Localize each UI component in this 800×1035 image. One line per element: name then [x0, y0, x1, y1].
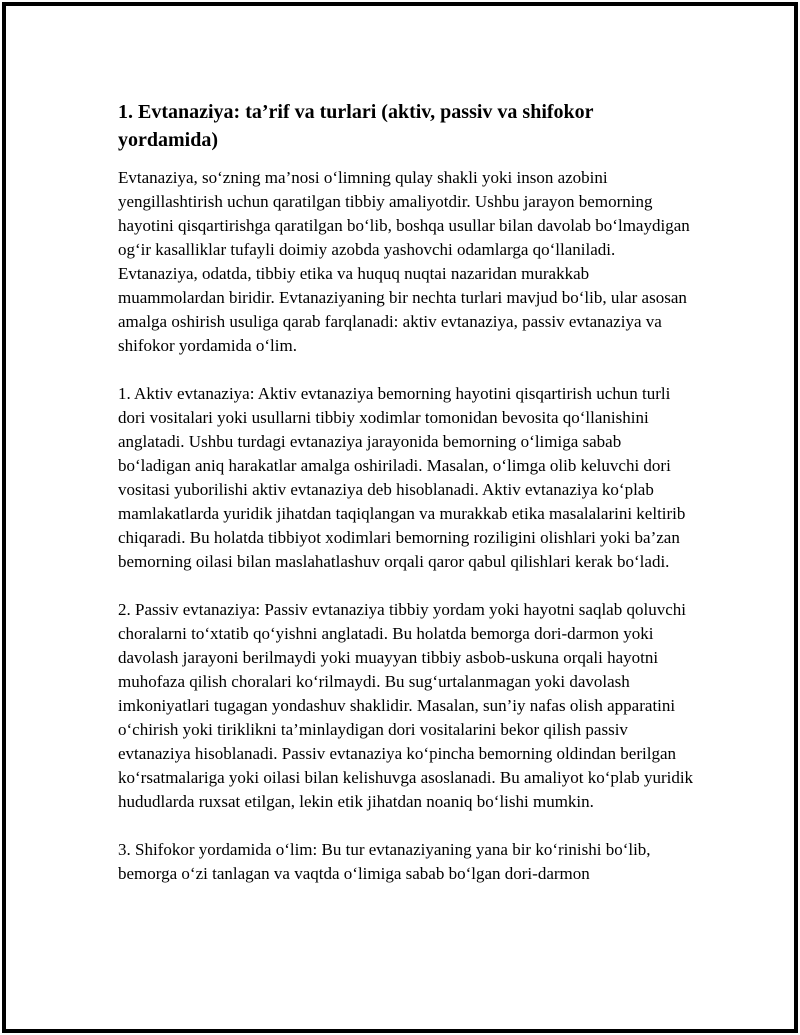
document-body	[118, 98, 698, 910]
section-heading: 1. Evtanaziya: ta’rif va turlari (aktiv, passiv va shifokor yordamida)	[118, 101, 594, 151]
page-frame	[2, 2, 798, 1033]
paragraph-physician-assisted: 3. Shifokor yordamida o‘lim: Bu tur evtanaziyaning yana bir ko‘rinishi bo‘lib, bemorga o‘zi tanlagan va vaqtda o‘limiga sabab bo‘lgan dori-darmon	[118, 840, 651, 883]
paragraph-intro: Evtanaziya, so‘zning ma’nosi o‘limning qulay shakli yoki inson azobini yengillashtirish uchun qaratilgan tibbiy amaliyotdir. Ushbu jarayon bemorning hayotini qisqartirishga qaratilgan bo‘lib, boshqa usullar bilan davolab bo‘lmaydigan og‘ir kasalliklar tufayli doimiy azobda yashovchi odamlarga qo‘llaniladi. Evtanaziya, odatda, tibbiy etika va huquq nuqtai nazaridan murakkab muammolardan biridir. Evtanaziyaning bir nechta turlari mavjud bo‘lib, ular asosan amalga oshirish usuliga qarab farqlanadi: aktiv evtanaziya, passiv evtanaziya va shifokor yordamida o‘lim.	[118, 168, 690, 355]
paragraph-active-euthanasia: 1. Aktiv evtanaziya: Aktiv evtanaziya bemorning hayotini qisqartirish uchun turli dori vositalari yoki usullarni tibbiy xodimlar tomonidan bevosita qo‘llanishini anglatadi. Ushbu turdagi evtanaziya jarayonida bemorning o‘limiga sabab bo‘ladigan aniq harakatlar amalga oshiriladi. Masalan, o‘limga olib keluvchi dori vositasi yuborilishi aktiv evtanaziya deb hisoblanadi. Aktiv evtanaziya ko‘plab mamlakatlarda yuridik jihatdan taqiqlangan va murakkab etika masalalarini keltirib chiqaradi. Bu holatda tibbiyot xodimlari bemorning roziligini olishlari yoki ba’zan bemorning oilasi bilan maslahatlashuv orqali qaror qabul qilishlari kerak bo‘ladi.	[118, 384, 686, 571]
paragraph-passive-euthanasia: 2. Passiv evtanaziya: Passiv evtanaziya tibbiy yordam yoki hayotni saqlab qoluvchi choralarni to‘xtatib qo‘yishni anglatadi. Bu holatda bemorga dori-darmon yoki davolash jarayoni berilmaydi yoki muayyan tibbiy asbob-uskuna orqali hayotni muhofaza qilish choralari ko‘rilmaydi. Bu sug‘urtalanmagan yoki davolash imkoniyatlari tugagan yondashuv shaklidir. Masalan, sun’iy nafas olish apparatini o‘chirish yoki tiriklikni ta’minlaydigan dori vositalarini bekor qilish passiv evtanaziya hisoblanadi. Passiv evtanaziya ko‘pincha bemorning oldindan berilgan ko‘rsatmalariga yoki oilasi bilan kelishuvga asoslanadi. Bu amaliyot ko‘plab yuridik hududlarda ruxsat etilgan, lekin etik jihatdan noaniq bo‘lishi mumkin.	[118, 600, 694, 811]
